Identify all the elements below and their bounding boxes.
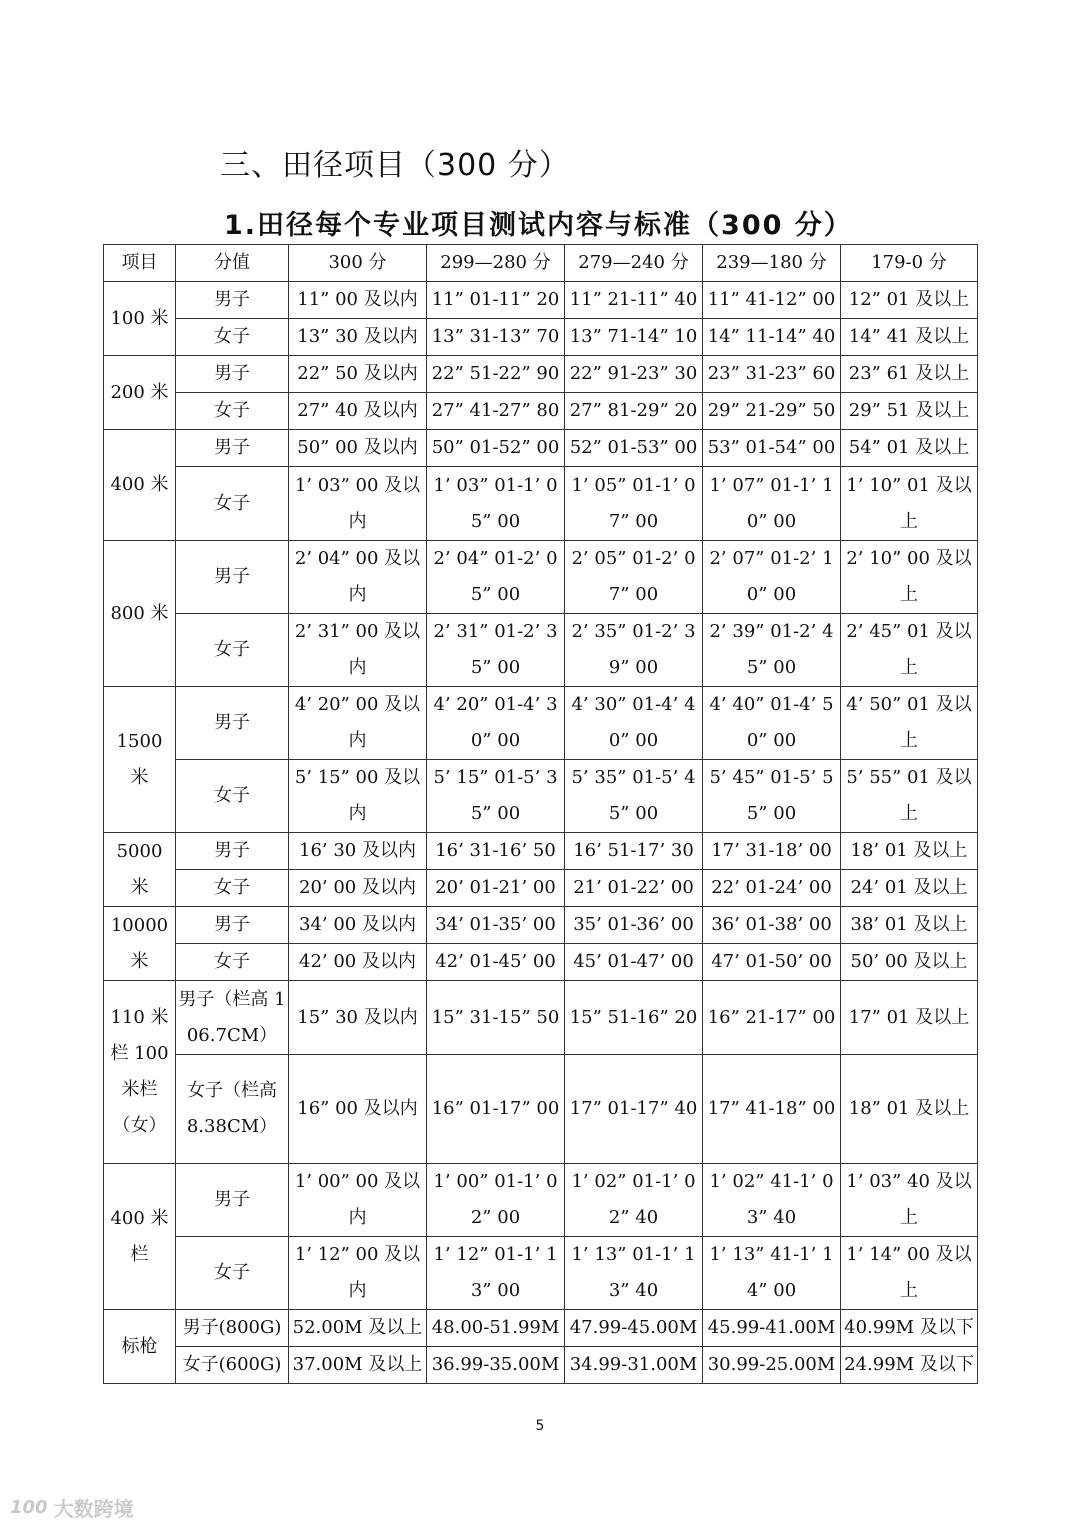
score-cell: 1’ 07” 01-1’ 10” 00 bbox=[703, 467, 841, 541]
score-cell: 5’ 55” 01 及以上 bbox=[841, 760, 978, 833]
score-cell: 13” 71-14” 10 bbox=[565, 319, 703, 356]
gender-cell: 女子 bbox=[176, 614, 289, 687]
gender-cell: 男子 bbox=[176, 541, 289, 614]
section-title: 三、田径项目（300 分） bbox=[220, 148, 570, 183]
score-cell: 11” 00 及以内 bbox=[289, 282, 427, 319]
score-cell: 1’ 13” 01-1’ 13” 40 bbox=[565, 1237, 703, 1310]
event-cell: 800 米 bbox=[104, 541, 176, 687]
score-cell: 20’ 01-21’ 00 bbox=[427, 870, 565, 907]
table-row bbox=[104, 1347, 978, 1384]
header-cell: 300 分 bbox=[289, 245, 427, 282]
score-cell: 4’ 50” 01 及以上 bbox=[841, 687, 978, 760]
score-cell: 17” 01 及以上 bbox=[841, 981, 978, 1055]
score-cell: 36.99-35.00M bbox=[427, 1347, 565, 1384]
table-row bbox=[104, 1310, 978, 1347]
table-row bbox=[104, 760, 978, 833]
score-cell: 2’ 04” 00 及以内 bbox=[289, 541, 427, 614]
score-cell: 22’ 01-24’ 00 bbox=[703, 870, 841, 907]
gender-cell: 男子(800G) bbox=[176, 1310, 289, 1347]
score-cell: 15” 31-15” 50 bbox=[427, 981, 565, 1055]
gender-cell: 男子 bbox=[176, 687, 289, 760]
score-cell: 16” 01-17” 00 bbox=[427, 1055, 565, 1164]
event-cell: 5000 米 bbox=[104, 833, 176, 907]
gender-cell: 女子 bbox=[176, 467, 289, 541]
score-cell: 23” 31-23” 60 bbox=[703, 356, 841, 393]
score-cell: 29” 21-29” 50 bbox=[703, 393, 841, 430]
event-cell: 100 米 bbox=[104, 282, 176, 356]
score-cell: 2’ 07” 01-2’ 10” 00 bbox=[703, 541, 841, 614]
score-cell: 30.99-25.00M bbox=[703, 1347, 841, 1384]
gender-cell: 女子 bbox=[176, 393, 289, 430]
score-cell: 27” 41-27” 80 bbox=[427, 393, 565, 430]
watermark-logo-icon: 100 bbox=[10, 1497, 48, 1518]
score-cell: 54” 01 及以上 bbox=[841, 430, 978, 467]
score-cell: 16” 00 及以内 bbox=[289, 1055, 427, 1164]
event-cell: 400 米 bbox=[104, 430, 176, 541]
score-cell: 47.99-45.00M bbox=[565, 1310, 703, 1347]
score-cell: 47’ 01-50’ 00 bbox=[703, 944, 841, 981]
watermark bbox=[10, 1493, 134, 1522]
score-cell: 2’ 31” 01-2’ 35” 00 bbox=[427, 614, 565, 687]
score-cell: 5’ 35” 01-5’ 45” 00 bbox=[565, 760, 703, 833]
score-cell: 45’ 01-47’ 00 bbox=[565, 944, 703, 981]
score-cell: 20’ 00 及以内 bbox=[289, 870, 427, 907]
table-row bbox=[104, 282, 978, 319]
score-cell: 12” 01 及以上 bbox=[841, 282, 978, 319]
score-cell: 18’ 01 及以上 bbox=[841, 833, 978, 870]
table-row bbox=[104, 870, 978, 907]
score-cell: 2’ 04” 01-2’ 05” 00 bbox=[427, 541, 565, 614]
score-cell: 22” 51-22” 90 bbox=[427, 356, 565, 393]
score-cell: 34’ 01-35’ 00 bbox=[427, 907, 565, 944]
table-row bbox=[104, 981, 978, 1055]
gender-cell: 男子 bbox=[176, 356, 289, 393]
table-row bbox=[104, 687, 978, 760]
gender-cell: 女子（栏高 8.38CM） bbox=[176, 1055, 289, 1164]
score-cell: 35’ 01-36’ 00 bbox=[565, 907, 703, 944]
score-cell: 1’ 05” 01-1’ 07” 00 bbox=[565, 467, 703, 541]
score-cell: 50’ 00 及以上 bbox=[841, 944, 978, 981]
score-cell: 16” 21-17” 00 bbox=[703, 981, 841, 1055]
gender-cell: 女子 bbox=[176, 760, 289, 833]
score-cell: 2’ 10” 00 及以上 bbox=[841, 541, 978, 614]
sub-title: 1.田径每个专业项目测试内容与标准（300 分） bbox=[224, 210, 853, 241]
gender-cell: 男子（栏高 106.7CM） bbox=[176, 981, 289, 1055]
table-header-row bbox=[104, 245, 978, 282]
score-cell: 1’ 14” 00 及以上 bbox=[841, 1237, 978, 1310]
event-cell: 10000 米 bbox=[104, 907, 176, 981]
score-cell: 42’ 00 及以内 bbox=[289, 944, 427, 981]
score-cell: 36’ 01-38’ 00 bbox=[703, 907, 841, 944]
score-cell: 1’ 03” 00 及以内 bbox=[289, 467, 427, 541]
table-row bbox=[104, 1164, 978, 1237]
header-cell: 299—280 分 bbox=[427, 245, 565, 282]
score-cell: 16’ 30 及以内 bbox=[289, 833, 427, 870]
score-cell: 17” 01-17” 40 bbox=[565, 1055, 703, 1164]
gender-cell: 男子 bbox=[176, 833, 289, 870]
score-cell: 16’ 31-16’ 50 bbox=[427, 833, 565, 870]
gender-cell: 女子 bbox=[176, 944, 289, 981]
score-cell: 52.00M 及以上 bbox=[289, 1310, 427, 1347]
score-cell: 21’ 01-22’ 00 bbox=[565, 870, 703, 907]
score-cell: 1’ 00” 00 及以内 bbox=[289, 1164, 427, 1237]
score-cell: 1’ 03” 40 及以上 bbox=[841, 1164, 978, 1237]
score-cell: 22” 91-23” 30 bbox=[565, 356, 703, 393]
score-cell: 1’ 12” 01-1’ 13” 00 bbox=[427, 1237, 565, 1310]
score-cell: 38’ 01 及以上 bbox=[841, 907, 978, 944]
score-cell: 5’ 45” 01-5’ 55” 00 bbox=[703, 760, 841, 833]
page-number: 5 bbox=[535, 1418, 545, 1434]
score-cell: 11” 21-11” 40 bbox=[565, 282, 703, 319]
table-row bbox=[104, 614, 978, 687]
score-cell: 4’ 30” 01-4’ 40” 00 bbox=[565, 687, 703, 760]
gender-cell: 女子(600G) bbox=[176, 1347, 289, 1384]
score-cell: 4’ 20” 01-4’ 30” 00 bbox=[427, 687, 565, 760]
score-cell: 4’ 40” 01-4’ 50” 00 bbox=[703, 687, 841, 760]
event-cell: 标枪 bbox=[104, 1310, 176, 1384]
watermark-text: 大数跨境 bbox=[53, 1497, 134, 1521]
table-row bbox=[104, 833, 978, 870]
table-row bbox=[104, 356, 978, 393]
score-cell: 42’ 01-45’ 00 bbox=[427, 944, 565, 981]
score-cell: 52” 01-53” 00 bbox=[565, 430, 703, 467]
score-cell: 16’ 51-17’ 30 bbox=[565, 833, 703, 870]
score-cell: 4’ 20” 00 及以内 bbox=[289, 687, 427, 760]
score-cell: 34’ 00 及以内 bbox=[289, 907, 427, 944]
score-cell: 45.99-41.00M bbox=[703, 1310, 841, 1347]
table-row bbox=[104, 430, 978, 467]
score-cell: 17’ 31-18’ 00 bbox=[703, 833, 841, 870]
gender-cell: 男子 bbox=[176, 430, 289, 467]
score-cell: 1’ 02” 01-1’ 02” 40 bbox=[565, 1164, 703, 1237]
score-cell: 1’ 00” 01-1’ 02” 00 bbox=[427, 1164, 565, 1237]
score-cell: 22” 50 及以内 bbox=[289, 356, 427, 393]
header-cell: 239—180 分 bbox=[703, 245, 841, 282]
score-cell: 27” 40 及以内 bbox=[289, 393, 427, 430]
score-cell: 1’ 02” 41-1’ 03” 40 bbox=[703, 1164, 841, 1237]
gender-cell: 女子 bbox=[176, 1237, 289, 1310]
score-cell: 40.99M 及以下 bbox=[841, 1310, 978, 1347]
event-cell: 1500 米 bbox=[104, 687, 176, 833]
score-cell: 48.00-51.99M bbox=[427, 1310, 565, 1347]
score-cell: 50” 00 及以内 bbox=[289, 430, 427, 467]
score-cell: 2’ 45” 01 及以上 bbox=[841, 614, 978, 687]
score-cell: 17” 41-18” 00 bbox=[703, 1055, 841, 1164]
score-cell: 2’ 05” 01-2’ 07” 00 bbox=[565, 541, 703, 614]
header-cell: 279—240 分 bbox=[565, 245, 703, 282]
score-cell: 23” 61 及以上 bbox=[841, 356, 978, 393]
gender-cell: 男子 bbox=[176, 907, 289, 944]
score-cell: 14” 11-14” 40 bbox=[703, 319, 841, 356]
table-row bbox=[104, 944, 978, 981]
score-cell: 24.99M 及以下 bbox=[841, 1347, 978, 1384]
score-cell: 15” 51-16” 20 bbox=[565, 981, 703, 1055]
score-cell: 53” 01-54” 00 bbox=[703, 430, 841, 467]
score-cell: 2’ 31” 00 及以内 bbox=[289, 614, 427, 687]
header-cell: 分值 bbox=[176, 245, 289, 282]
event-cell: 200 米 bbox=[104, 356, 176, 430]
score-cell: 13” 30 及以内 bbox=[289, 319, 427, 356]
score-cell: 15” 30 及以内 bbox=[289, 981, 427, 1055]
standards-table bbox=[103, 244, 978, 1384]
score-cell: 5’ 15” 01-5’ 35” 00 bbox=[427, 760, 565, 833]
score-cell: 5’ 15” 00 及以内 bbox=[289, 760, 427, 833]
gender-cell: 女子 bbox=[176, 870, 289, 907]
score-cell: 2’ 35” 01-2’ 39” 00 bbox=[565, 614, 703, 687]
gender-cell: 女子 bbox=[176, 319, 289, 356]
header-cell: 项目 bbox=[104, 245, 176, 282]
score-cell: 50” 01-52” 00 bbox=[427, 430, 565, 467]
score-cell: 1’ 10” 01 及以上 bbox=[841, 467, 978, 541]
score-cell: 24’ 01 及以上 bbox=[841, 870, 978, 907]
table-row bbox=[104, 1055, 978, 1164]
table-row bbox=[104, 907, 978, 944]
score-cell: 18” 01 及以上 bbox=[841, 1055, 978, 1164]
header-cell: 179-0 分 bbox=[841, 245, 978, 282]
table-row bbox=[104, 467, 978, 541]
score-cell: 13” 31-13” 70 bbox=[427, 319, 565, 356]
score-cell: 1’ 12” 00 及以内 bbox=[289, 1237, 427, 1310]
table-row bbox=[104, 1237, 978, 1310]
score-cell: 14” 41 及以上 bbox=[841, 319, 978, 356]
score-cell: 11” 01-11” 20 bbox=[427, 282, 565, 319]
score-cell: 29” 51 及以上 bbox=[841, 393, 978, 430]
score-cell: 11” 41-12” 00 bbox=[703, 282, 841, 319]
event-cell: 110 米栏 100 米栏（女） bbox=[104, 981, 176, 1164]
score-cell: 1’ 03” 01-1’ 05” 00 bbox=[427, 467, 565, 541]
table-row bbox=[104, 319, 978, 356]
event-cell: 400 米栏 bbox=[104, 1164, 176, 1310]
gender-cell: 男子 bbox=[176, 282, 289, 319]
score-cell: 2’ 39” 01-2’ 45” 00 bbox=[703, 614, 841, 687]
score-cell: 27” 81-29” 20 bbox=[565, 393, 703, 430]
score-cell: 1’ 13” 41-1’ 14” 00 bbox=[703, 1237, 841, 1310]
score-cell: 37.00M 及以上 bbox=[289, 1347, 427, 1384]
score-cell: 34.99-31.00M bbox=[565, 1347, 703, 1384]
table-row bbox=[104, 541, 978, 614]
table-row bbox=[104, 393, 978, 430]
gender-cell: 男子 bbox=[176, 1164, 289, 1237]
